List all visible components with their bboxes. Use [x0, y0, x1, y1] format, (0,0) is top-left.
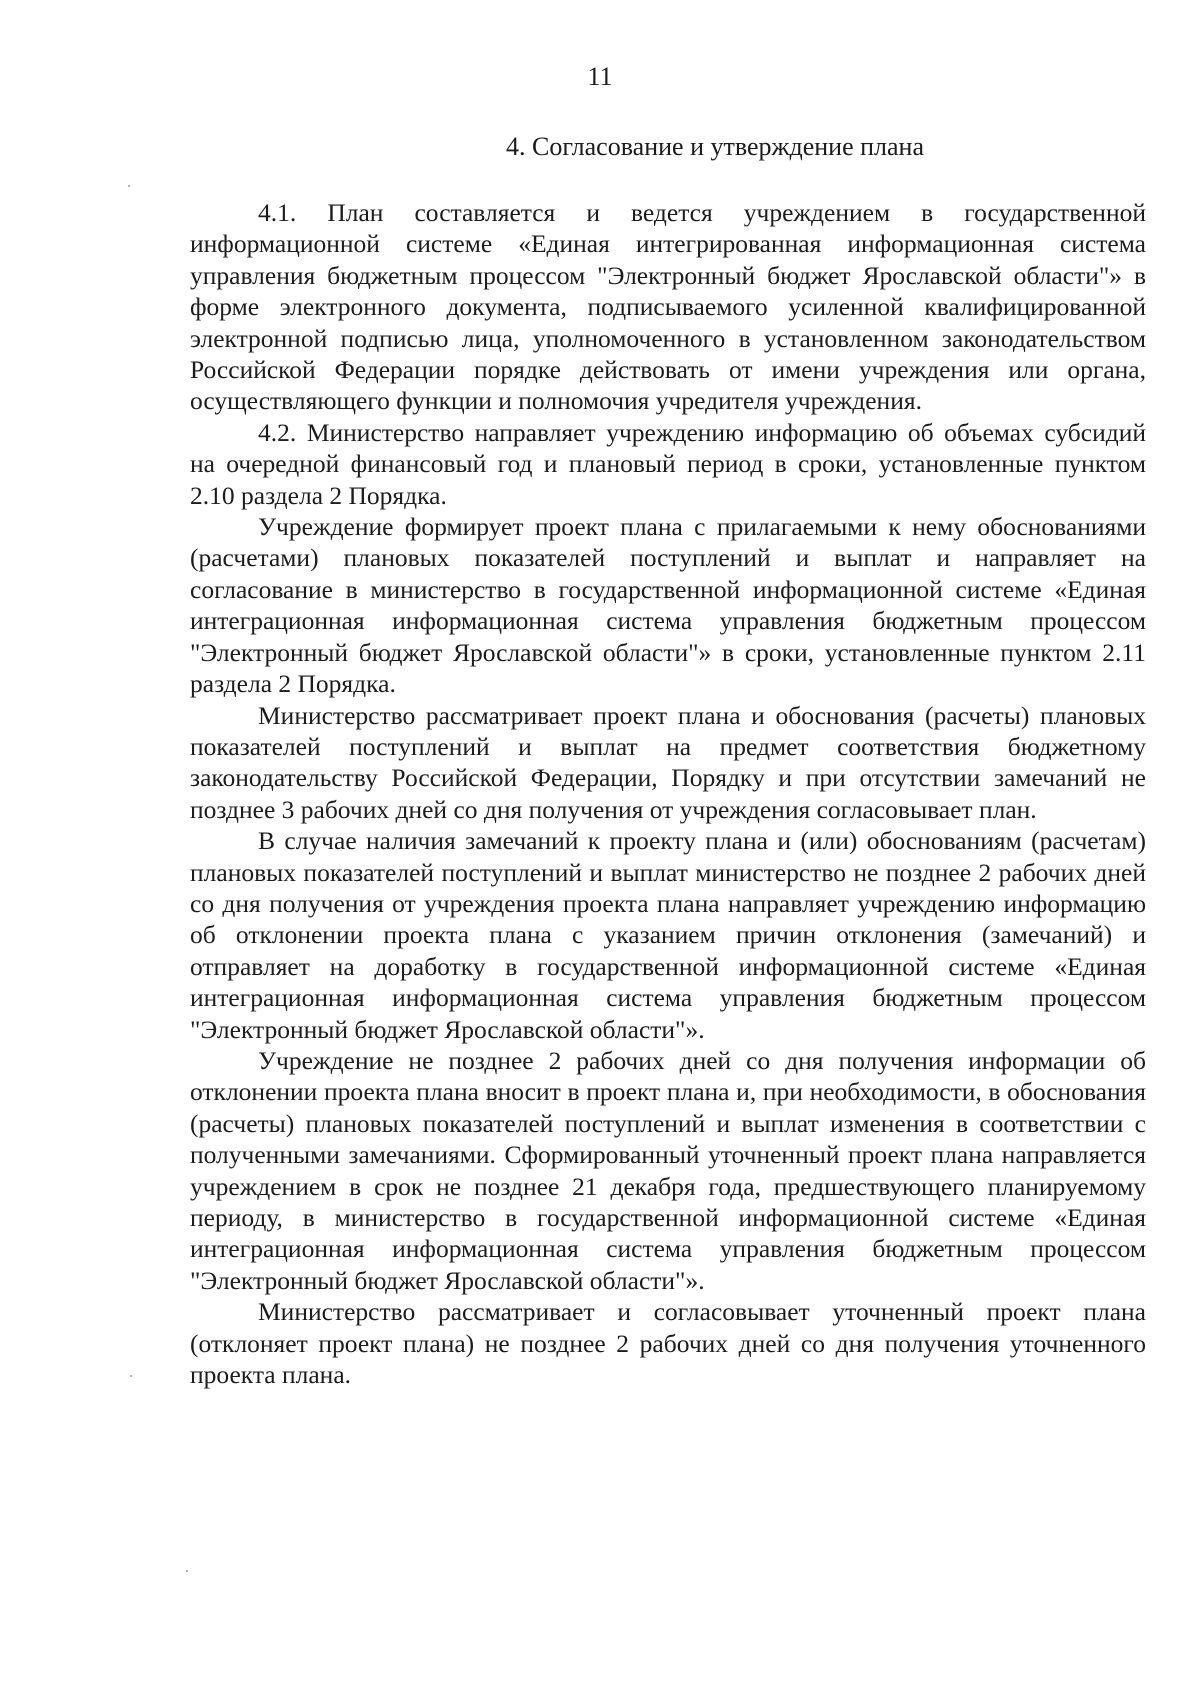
- paragraph-remarks: В случае наличия замечаний к проекту плана и (или) обоснованиям (расчетам) плановых показателей поступлений и выплат министерство не позднее 2 рабочих дней со дня получения от учреждения проекта плана направляет учреждению информацию об отклонении проекта плана с указанием причин отклонения (замечаний) и отправляет на доработку в государственной информационной системе «Единая интеграционная информационная система управления бюджетным процессом "Электронный бюджет Ярославской области"».: [190, 826, 1146, 1044]
- page-number: 11: [587, 62, 613, 91]
- paragraph-4-1: 4.1. План составляется и ведется учреждением в государственной информационной системе «Единая интегрированная информационная система управления бюджетным процессом "Электронный бюджет Ярославской области"» в форме электронного документа, подписываемого усиленной квалифицированной электронной подписью лица, уполномоченного в установленном законодательством Российской Федерации порядке действовать от имени учреждения или органа, осуществляющего функции и полномочия учредителя учреждения.: [190, 198, 1146, 416]
- scan-speck: [186, 1570, 188, 1572]
- paragraph-ministry-review: Министерство рассматривает проект плана и обоснования (расчеты) плановых показателей поступлений и выплат на предмет соответствия бюджетному законодательству Российской Федерации, Порядку и при отсутствии замечаний не позднее 3 рабочих дней со дня получения от учреждения согласовывает план.: [190, 700, 1146, 824]
- section-title: 4. Согласование и утверждение плана: [505, 132, 924, 161]
- paragraph-final-approval: Министерство рассматривает и согласовывает уточненный проект плана (отклоняет проект плана) не позднее 2 рабочих дней со дня получения уточненного проекта плана.: [190, 1297, 1146, 1390]
- paragraph-project-submission: Учреждение формирует проект плана с прилагаемыми к нему обоснованиями (расчетами) плановых показателей поступлений и выплат и направляет на согласование в министерство в государственной информационной системе «Единая интеграционная информационная система управления бюджетным процессом "Электронный бюджет Ярославской области"» в сроки, установленные пунктом 2.11 раздела 2 Порядка.: [190, 512, 1146, 699]
- scan-speck: [128, 185, 130, 187]
- paragraph-4-2: 4.2. Министерство направляет учреждению информацию об объемах субсидий на очередной финансовый год и плановый период в сроки, установленные пунктом 2.10 раздела 2 Порядка.: [190, 417, 1146, 510]
- section-body: [190, 197, 1146, 1390]
- paragraph-revision: Учреждение не позднее 2 рабочих дней со дня получения информации об отклонении проекта плана вносит в проект плана и, при необходимости, в обоснования (расчеты) плановых показателей поступлений и выплат изменения в соответствии с полученными замечаниями. Сформированный уточненный проект плана направляется учреждением в срок не позднее 21 декабря года, предшествующего планируемому периоду, в министерство в государственной информационной системе «Единая интеграционная информационная система управления бюджетным процессом "Электронный бюджет Ярославской области"».: [190, 1045, 1146, 1295]
- scan-speck: [130, 1375, 132, 1377]
